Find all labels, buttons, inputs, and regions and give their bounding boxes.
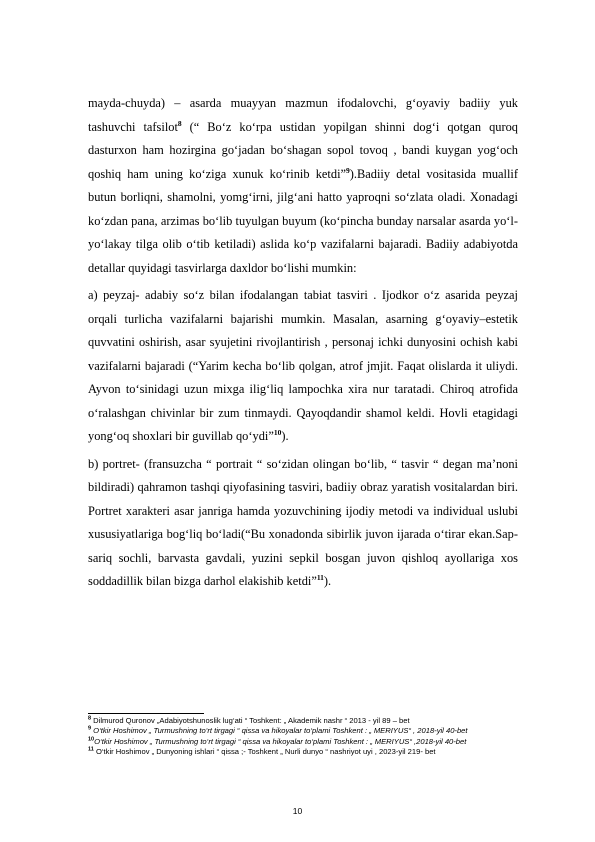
paragraph-text: ).Badiiy detal vositasida muallif butun borliqni, shamolni, yomg‘irni, jilg‘ani hatto yaproqni so‘zlata oladi. Xonadagi ko‘zdan pana, arzimas bo‘lib tuyulgan buyum (ko‘pincha bunday narsalar asarda yo‘l-yo‘lakay tilga olib o‘tib ketiladi) aslida ko‘p vazifalarni bajaradi. Badiiy adabiyotda detallar quyidagi tasvirlarga daxldor bo‘lishi mumkin: [88,166,518,275]
footnote-8 [88,716,528,726]
paragraph-portret [88,453,518,594]
footnote-text: O‘tkir Hoshimov „ Dunyoning ishlari “ qissa ;- Toshkent „ Nurli dunyo “ nashriyot uyi , 2023-yil 219- bet [93,746,436,756]
footnote-9 [88,726,528,736]
paragraph-peyzaj [88,284,518,449]
paragraph-text: ). [323,574,332,588]
footnote-ref-8[interactable]: 8 [177,118,182,128]
footnote-text: O‘tkir Hoshimov „ Turmushning to‘rt tirgagi “ qissa va hikoyalar to‘plami Toshkent : „ MERIYUS“ , 2018-yil 40-bet [91,726,468,736]
footnote-text: O‘tkir Hoshimov „ Turmushning to‘rt tirgagi “ qissa va hikoyalar to‘plami Toshkent : „ MERIYUS“ ,2018-yil 40-bet [94,736,467,746]
body-text [88,92,518,594]
footnote-11 [88,747,528,757]
footnote-10 [88,737,528,747]
footnote-ref-9[interactable]: 9 [346,165,350,175]
paragraph-text: b) portret- (fransuzcha “ portrait “ so‘zidan olingan bo‘lib, “ tasvir “ degan ma’noni bildiradi) qahramon tashqi qiyofasining tasviri, badiiy obraz yaratish vositalardan biri. Portret xarakteri asar janriga hamda yozuvchining ijodiy metodi va individual uslubi xususiyatlariga bog‘liq bo‘ladi(“Bu xonadonda sibirlik juvon ijarada o‘tirar ekan.Sap- sariq sochli, barvasta gavdali, yuzini sepkil bosgan juvon qishloq ayollariga xos soddadillik bilan bizga darhol elakishib ketdi” [88,456,518,588]
paragraph-text: ). [281,429,289,443]
footnote-number: 10 [88,736,95,743]
footnote-divider [88,713,204,714]
footnote-number: 11 [88,746,94,753]
footnotes [88,716,528,757]
paragraph-text: (“ Bo‘z ko‘rpa ustidan yopilgan shinni dog‘i qotgan quroq dasturxon ham hozirgina go‘jadan bo‘shagan sopol tovoq , bandi kuygan yog‘och qoshiq ham uning ko‘ziga xunuk ko‘rinib ketdi” [88,119,518,181]
footnote-number: 9 [88,725,92,732]
footnote-number: 8 [88,715,92,722]
paragraph-text: a) peyzaj- adabiy so‘z bilan ifodalangan tabiat tasviri . Ijodkor o‘z asarida peyzaj orqali turlicha vazifalarni bajarishi mumkin. Masalan, asarning g‘oyaviy–estetik quvvatini oshirish, asar syujetini rivojlantirish , personaj ichki dunyosini ochish kabi vazifalarni bajaradi (“Yarim kecha bo‘lib qolgan, atrof jmjit. Faqat olislarda it uliydi. Ayvon to‘sinidagi uzun mixga ilig‘liq lampochka xira nur taratadi. Chiroq atrofida o‘ralashgan chivinlar bir zum tinmaydi. Qayoqdandir shamol keldi. Hovli etagidagi yong‘oq shoxlari bir guvillab qo‘ydi” [88,288,518,443]
footnote-ref-11[interactable]: 11 [316,572,324,582]
footnote-text: Dilmurod Quronov „Adabiyotshunoslik lug‘ati “ Toshkent: „ Akademik nashr “ 2013 - yil 89 – bet [91,716,410,725]
paragraph-text: mayda-chuyda) – asarda muayyan mazmun ifodalovchi, g‘oyaviy badiiy yuk tashuvchi tafsilot [88,96,518,134]
page-number: 10 [292,806,303,816]
footnote-ref-10[interactable]: 10 [273,427,282,437]
paragraph-detail [88,92,518,280]
